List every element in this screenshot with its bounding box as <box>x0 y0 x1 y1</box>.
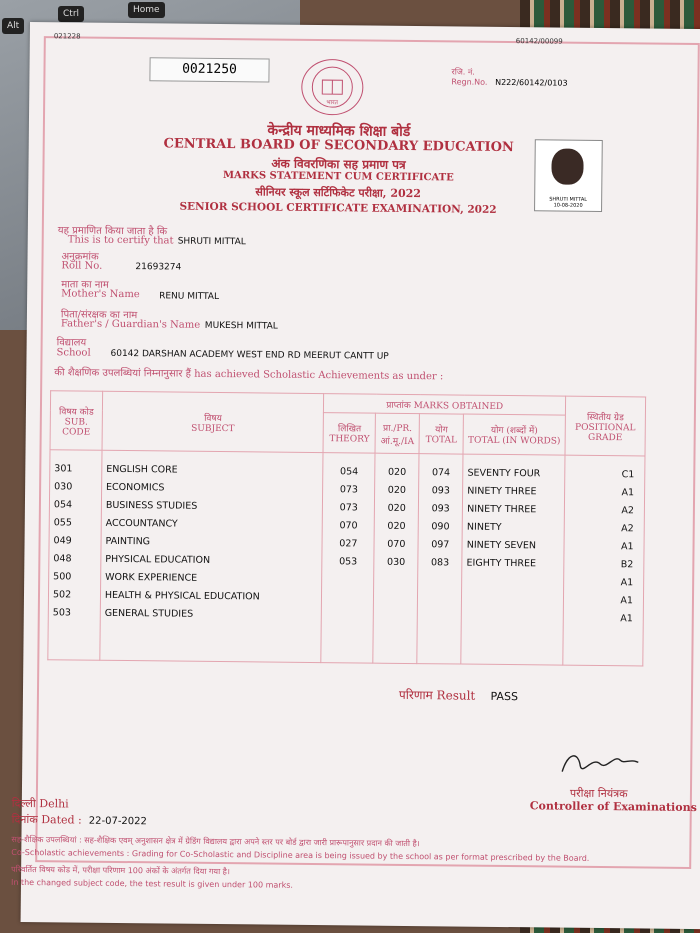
note1: Co-Scholastic achievements : Grading for Co-Scholastic and Discipline area is being issued by the school as per format prescribed by the Board. <box>11 847 590 863</box>
cell-code: 048 <box>53 553 72 565</box>
cell-total: 090 <box>431 521 450 533</box>
cell-code: 049 <box>53 535 72 547</box>
cell-pr: 020 <box>387 484 407 496</box>
cell-subject: GENERAL STUDIES <box>104 607 194 620</box>
cell-code: 055 <box>53 517 72 529</box>
mother-name: RENU MITTAL <box>159 291 220 302</box>
exam-hindi: सीनियर स्कूल सर्टिफिकेट परीक्षा, 2022 <box>255 185 422 201</box>
header-code: विषय कोड SUB. CODE <box>50 391 103 451</box>
cell-subject: WORK EXPERIENCE <box>105 571 198 584</box>
header-subject: विषय SUBJECT <box>102 391 324 452</box>
header-theory: लिखित THEORY <box>323 413 375 454</box>
roll-hindi: अनुक्रमांक <box>61 251 99 263</box>
school-name: 60142 DARSHAN ACADEMY WEST END RD MEERUT CANTT UP <box>110 348 389 362</box>
home-key: Home <box>128 2 165 18</box>
dated-row <box>12 812 147 828</box>
father-label: Father's / Guardian's Name <box>60 318 201 331</box>
cell-total <box>422 608 457 626</box>
cell-subject: BUSINESS STUDIES <box>105 499 198 512</box>
cell-theory: 070 <box>339 520 358 532</box>
cell-subject: PAINTING <box>105 535 151 548</box>
place-hindi: दिल्ली <box>11 796 36 811</box>
words-column <box>461 454 565 665</box>
cell-subject: ECONOMICS <box>105 481 165 494</box>
place-row <box>12 796 69 812</box>
cell-pr: 030 <box>387 556 406 568</box>
student-face <box>551 148 583 184</box>
cell-total: 083 <box>430 557 450 569</box>
mother-label: Mother's Name <box>61 288 140 301</box>
cell-total <box>422 572 457 590</box>
alt-key: Alt <box>2 18 24 34</box>
cell-pr: 020 <box>387 502 406 514</box>
certificate-number: 0021250 <box>149 57 269 82</box>
student-photo <box>534 139 603 212</box>
dated-label: Dated : <box>41 813 82 827</box>
cell-code: 030 <box>54 481 73 493</box>
result-row <box>399 686 518 704</box>
cell-pr <box>378 590 413 608</box>
cell-theory: 054 <box>339 466 359 478</box>
title-hindi: अंक विवरणिका सह प्रमाण पत्र <box>271 156 406 172</box>
cell-grade: A1 <box>621 487 635 499</box>
mother-hindi: माता का नाम <box>61 279 109 291</box>
reg-top-number: 60142/00099 <box>515 37 563 46</box>
achieved-label: has achieved Scholastic Achievements as under : <box>194 368 444 383</box>
subject-column <box>100 450 324 662</box>
cell-pr <box>378 608 413 626</box>
result-hindi: परिणाम <box>398 687 433 703</box>
result-label: Result <box>436 688 476 703</box>
theory-column <box>321 453 375 664</box>
cell-total: 097 <box>431 539 450 551</box>
certify-label: This is to certify that <box>67 234 174 247</box>
cell-subject: PHYSICAL EDUCATION <box>105 553 211 566</box>
place-label: Delhi <box>39 797 69 811</box>
achieved-hindi: की शैक्षणिक उपलब्धियां निम्नानुसार हैं <box>54 367 192 380</box>
controller-hindi: परीक्षा नियंत्रक <box>569 786 628 801</box>
cell-theory <box>326 571 369 589</box>
cell-grade: A2 <box>621 523 634 535</box>
note1-hindi: सह-शैक्षिक उपलब्धियां : सह-शैक्षिक एवम् अनुशासन क्षेत्र में ग्रेडिंग विद्यालय द्वारा अपने स्तर पर बोर्ड द्वारा जारी प्रारूपानुसार प्रदान की जाती है। <box>11 834 420 849</box>
cell-words: SEVENTY FOUR <box>467 467 541 480</box>
photo-name: SHRUTI MITTAL <box>549 196 588 203</box>
issue-date: 22-07-2022 <box>88 815 147 828</box>
cell-grade: B2 <box>620 559 634 571</box>
cell-theory: 073 <box>339 502 358 514</box>
cell-pr <box>378 572 413 590</box>
header-total: योग TOTAL <box>419 414 463 454</box>
cell-grade: A1 <box>620 613 633 625</box>
cell-words: EIGHTY THREE <box>466 557 537 570</box>
note2-hindi: परिवर्तित विषय कोड में, परीक्षा परिणाम 100 अंकों के अंतर्गत दिया गया है। <box>11 864 231 877</box>
cell-subject: ACCOUNTANCY <box>105 517 178 530</box>
cbse-logo-icon <box>301 59 364 116</box>
cell-grade: A1 <box>620 577 634 589</box>
result-value: PASS <box>490 689 519 704</box>
roll-label: Roll No. <box>61 260 103 272</box>
reg-label: Regn.No. <box>451 77 488 87</box>
certify-hindi: यह प्रमाणित किया जाता है कि <box>57 225 168 238</box>
cell-words <box>466 591 559 610</box>
controller-label: Controller of Examinations <box>529 799 697 815</box>
cell-total: 093 <box>431 485 450 497</box>
cell-theory: 053 <box>339 556 358 568</box>
cell-words <box>466 609 559 628</box>
roll-number: 21693274 <box>135 262 182 273</box>
cell-grade: C1 <box>621 469 635 481</box>
header-words: योग (शब्दों में) TOTAL (IN WORDS) <box>463 414 565 455</box>
ctrl-key: Ctrl <box>58 6 84 22</box>
cell-words: NINETY SEVEN <box>466 539 537 552</box>
cell-code: 503 <box>52 607 72 619</box>
cell-theory: 027 <box>339 538 358 550</box>
header-marks: प्राप्तांक MARKS OBTAINED <box>324 394 566 416</box>
registration-number <box>451 66 567 87</box>
total-column <box>417 454 463 664</box>
cell-subject: ENGLISH CORE <box>106 463 178 476</box>
cell-pr: 020 <box>387 520 406 532</box>
photo-date: 10-08-2020 <box>553 202 583 209</box>
cell-grade: A1 <box>620 541 634 553</box>
cell-grade: A2 <box>621 505 634 517</box>
dated-hindi: दिनांक <box>11 812 38 827</box>
serial-number: 021228 <box>53 32 81 41</box>
school-label: School <box>56 347 91 359</box>
cell-pr: 070 <box>387 538 406 550</box>
cell-words: NINETY THREE <box>467 503 537 516</box>
school-hindi: विद्यालय <box>56 337 87 349</box>
father-name: MUKESH MITTAL <box>204 320 278 332</box>
cell-code: 301 <box>54 463 73 475</box>
pr-column <box>373 453 419 663</box>
board-name-hindi: केन्द्रीय माध्यमिक शिक्षा बोर्ड <box>267 122 411 140</box>
header-grade: स्थितीय ग्रेड POSITIONAL GRADE <box>565 396 646 456</box>
photo-caption <box>535 196 601 209</box>
header-pr: प्रा./PR. आं.मू./IA <box>375 413 419 453</box>
cell-code: 054 <box>53 499 73 511</box>
cell-theory <box>326 589 369 607</box>
cell-code: 502 <box>52 589 72 601</box>
cell-total <box>422 590 457 608</box>
cell-words: NINETY <box>466 521 502 533</box>
cell-total: 093 <box>431 503 450 515</box>
exam-name: SENIOR SCHOOL CERTIFICATE EXAMINATION, 2022 <box>179 200 497 216</box>
father-hindi: पिता/संरक्षक का नाम <box>60 309 138 322</box>
marks-certificate <box>10 22 700 929</box>
code-column <box>48 450 102 661</box>
note2: In the changed subject code, the test result is given under 100 marks. <box>10 877 294 890</box>
cell-code: 500 <box>53 571 72 583</box>
cell-subject: HEALTH & PHYSICAL EDUCATION <box>104 589 260 603</box>
marks-table <box>47 390 646 666</box>
reg-value: N222/60142/0103 <box>495 77 568 88</box>
student-name: SHRUTI MITTAL <box>177 236 246 248</box>
logo-text: भारत <box>326 99 339 107</box>
cell-grade: A1 <box>620 595 634 607</box>
reg-hindi: रजि. नं. <box>451 67 475 77</box>
grade-column <box>563 455 645 666</box>
cell-theory <box>326 607 369 625</box>
signature-icon <box>558 746 648 787</box>
cell-total: 074 <box>431 467 451 479</box>
cell-pr: 020 <box>387 466 407 478</box>
cell-theory: 073 <box>339 484 359 496</box>
certificate-title: MARKS STATEMENT CUM CERTIFICATE <box>222 170 454 184</box>
board-name: CENTRAL BOARD OF SECONDARY EDUCATION <box>163 136 514 156</box>
cell-words: NINETY THREE <box>467 485 537 498</box>
cell-words <box>466 573 559 592</box>
